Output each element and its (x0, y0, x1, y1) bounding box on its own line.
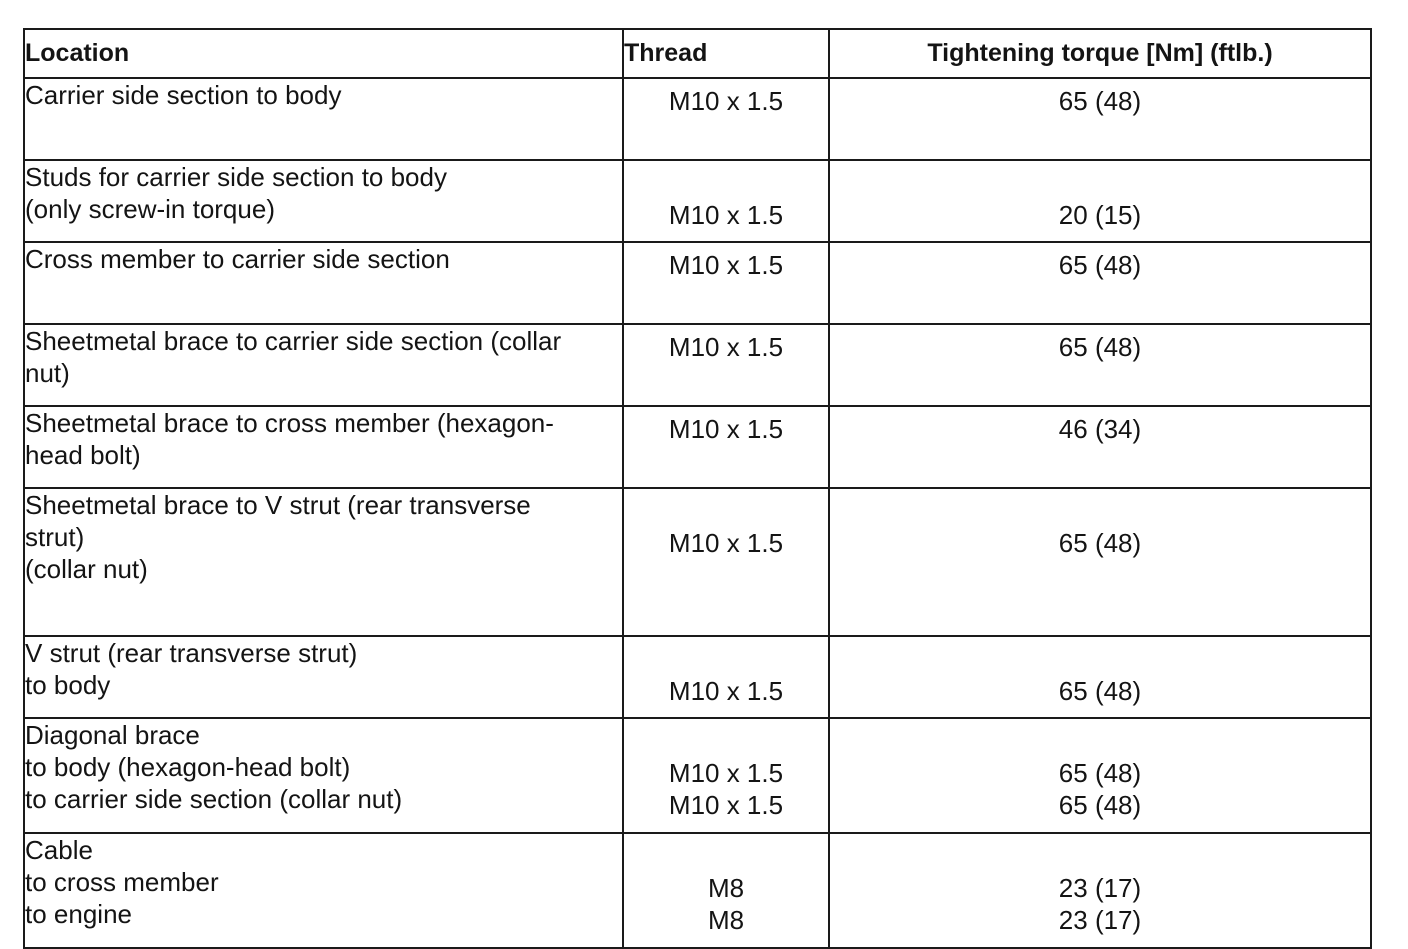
torque-value: 46 (34) (1058, 414, 1142, 444)
torque-cell (829, 78, 1371, 160)
torque-cell (829, 160, 1371, 242)
torque-cell (829, 718, 1371, 833)
thread-cell (623, 718, 829, 833)
torque-value: 65 (48) (1058, 528, 1142, 558)
torque-value: 65 (48) (1058, 332, 1142, 362)
torque-value: 23 (17) (1058, 905, 1142, 935)
table-row (24, 324, 1371, 406)
thread-value: M10 x 1.5 (668, 758, 784, 788)
torque-value (830, 643, 1370, 675)
location-text: (collar nut) (25, 554, 148, 584)
thread-value (624, 167, 828, 199)
torque-value (830, 725, 1370, 757)
thread-value (624, 840, 828, 872)
location-text: Cross member to carrier side section (25, 244, 450, 274)
torque-value: 20 (15) (1058, 200, 1142, 230)
header-row (24, 29, 1371, 78)
location-cell (24, 78, 623, 160)
thread-cell (623, 406, 829, 488)
location-text: to body (hexagon-head bolt) (25, 752, 351, 782)
torque-value: 65 (48) (1058, 790, 1142, 820)
location-text: V strut (rear transverse strut) (25, 638, 358, 668)
location-text: to body (25, 670, 111, 700)
torque-value: 65 (48) (1058, 86, 1142, 116)
torque-value: 23 (17) (1058, 873, 1142, 903)
location-text: to carrier side section (collar nut) (25, 784, 403, 814)
location-cell (24, 242, 623, 324)
location-text: Studs for carrier side section to body (25, 162, 447, 192)
thread-cell (623, 636, 829, 718)
thread-value: M8 (707, 873, 745, 903)
thread-value: M10 x 1.5 (668, 790, 784, 820)
thread-cell (623, 488, 829, 636)
torque-cell (829, 324, 1371, 406)
torque-cell (829, 833, 1371, 948)
table-row (24, 406, 1371, 488)
thread-value (624, 495, 828, 527)
location-text: Diagonal brace (25, 720, 200, 750)
torque-value: 65 (48) (1058, 250, 1142, 280)
thread-cell (623, 242, 829, 324)
location-cell (24, 324, 623, 406)
thread-value: M10 x 1.5 (668, 200, 784, 230)
torque-spec-table (23, 28, 1372, 949)
thread-value: M10 x 1.5 (668, 676, 784, 706)
table-row (24, 242, 1371, 324)
thread-value: M10 x 1.5 (668, 528, 784, 558)
location-text: Sheetmetal brace to V strut (rear transverse (25, 490, 531, 520)
thread-cell (623, 833, 829, 948)
torque-cell (829, 406, 1371, 488)
location-text: strut) (25, 522, 85, 552)
location-text: nut) (25, 358, 70, 388)
location-cell (24, 406, 623, 488)
torque-value (830, 495, 1370, 527)
table-row (24, 488, 1371, 636)
location-text: to cross member (25, 867, 219, 897)
table-row (24, 636, 1371, 718)
torque-value: 65 (48) (1058, 676, 1142, 706)
table-row (24, 78, 1371, 160)
table-row (24, 718, 1371, 833)
thread-value: M10 x 1.5 (668, 86, 784, 116)
thread-value: M10 x 1.5 (668, 250, 784, 280)
location-text: Sheetmetal brace to carrier side section (collar (25, 326, 562, 356)
location-text: head bolt) (25, 440, 141, 470)
thread-value (624, 725, 828, 757)
torque-value (830, 840, 1370, 872)
location-cell (24, 718, 623, 833)
table-row (24, 160, 1371, 242)
location-cell (24, 160, 623, 242)
thread-value: M10 x 1.5 (668, 332, 784, 362)
header-torque: Tightening torque [Nm] (ftlb.) (829, 29, 1371, 78)
table-row (24, 833, 1371, 948)
location-cell (24, 636, 623, 718)
thread-cell (623, 78, 829, 160)
location-text: (only screw-in torque) (25, 194, 275, 224)
header-thread: Thread (623, 29, 829, 78)
thread-value (624, 643, 828, 675)
header-location: Location (24, 29, 623, 78)
location-text: Sheetmetal brace to cross member (hexagon- (25, 408, 554, 438)
torque-cell (829, 636, 1371, 718)
thread-value: M8 (707, 905, 745, 935)
location-text: Cable (25, 835, 93, 865)
thread-value: M10 x 1.5 (668, 414, 784, 444)
torque-value: 65 (48) (1058, 758, 1142, 788)
location-text: to engine (25, 899, 132, 929)
location-cell (24, 488, 623, 636)
torque-cell (829, 488, 1371, 636)
location-cell (24, 833, 623, 948)
thread-cell (623, 324, 829, 406)
torque-value (830, 167, 1370, 199)
location-text: Carrier side section to body (25, 80, 342, 110)
torque-cell (829, 242, 1371, 324)
thread-cell (623, 160, 829, 242)
